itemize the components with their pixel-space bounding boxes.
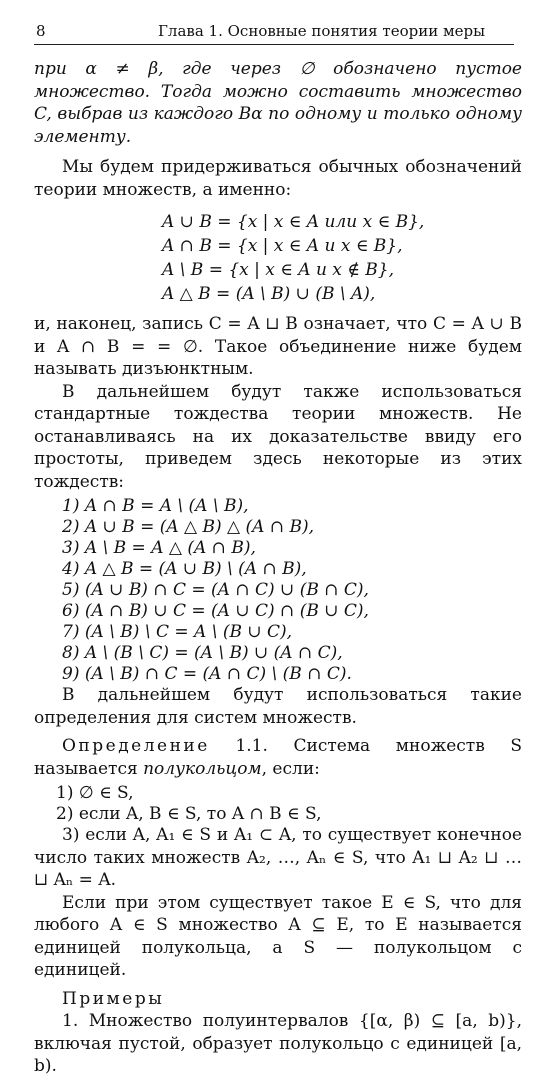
identity-item: 7) (A \ B) \ C = A \ (B ∪ C), (62, 622, 293, 642)
set-operation-formulas (162, 211, 522, 307)
paragraph-continuation: при α ≠ β, где через ∅ обозначено пустое множество. Тогда можно составить множество C, выбрав из каждого Bα по одному и только одному элементу. (34, 59, 522, 147)
definition-term: полукольцом (143, 758, 262, 779)
paragraph-disjoint-union: и, наконец, запись C = A ⊔ B означает, что C = A ∪ B и A ∩ B = = ∅. Такое объединение ниже будем называть дизъюнктным. (34, 314, 522, 379)
formula-symmetric-difference: A △ B = (A \ B) ∪ (B \ A), (162, 284, 376, 304)
definition-label: Определение (62, 736, 210, 756)
identity-list (62, 495, 522, 684)
identity-item: 2) A ∪ B = (A △ B) △ (A ∩ B), (62, 517, 315, 537)
definition-text: Система множеств S называется (34, 736, 523, 779)
paragraph-identities-intro: В дальнейшем будут также использоваться стандартные тождества теории множеств. Не останавливаясь на их доказательстве ввиду его простоты, приведем здесь некоторые из этих тождеств: (34, 381, 522, 492)
formula-difference: A \ B = {x | x ∈ A и x ∉ B}, (162, 260, 394, 280)
formula-union: A ∪ B = {x | x ∈ A или x ∈ B}, (162, 212, 425, 232)
identity-item: 8) A \ (B \ C) = (A \ B) ∪ (A ∩ C), (62, 643, 343, 663)
running-title: Глава 1. Основные понятия теории меры (158, 22, 486, 40)
condition-item: 2) если A, B ∈ S, то A ∩ B ∈ S, (56, 804, 322, 824)
semiring-conditions (56, 782, 522, 824)
identity-item: 1) A ∩ B = A \ (A \ B), (62, 496, 249, 516)
page-header (36, 22, 510, 44)
identity-item: 4) A △ B = (A ∪ B) \ (A ∩ B), (62, 559, 307, 579)
example-1: 1. Множество полуинтервалов {[α, β) ⊆ [a, b)}, включая пустой, образует полукольцо с единицей [a, b). (34, 1011, 522, 1076)
identity-item: 3) A \ B = A △ (A ∩ B), (62, 538, 256, 558)
page-body (34, 58, 522, 1078)
identity-item: 6) (A ∩ B) ∪ C = (A ∪ C) ∩ (B ∪ C), (62, 601, 369, 621)
identity-item: 5) (A ∪ B) ∩ C = (A ∩ C) ∪ (B ∩ C), (62, 580, 369, 600)
definition-number: 1.1. (235, 736, 268, 756)
paragraph-notation-intro: Мы будем придерживаться обычных обозначений теории множеств, а именно: (34, 157, 522, 200)
condition-item: 1) ∅ ∈ S, (56, 783, 134, 803)
paragraph-definitions-intro: В дальнейшем будут использоваться такие определения для систем множеств. (34, 685, 522, 728)
page-number: 8 (36, 22, 46, 40)
definition-1-1 (34, 735, 522, 780)
paragraph-unit-definition: Если при этом существует такое E ∈ S, что для любого A ∈ S множество A ⊆ E, то E называется единицей полукольца, а S — полукольцом с единицей. (34, 892, 522, 980)
header-rule (34, 44, 514, 45)
identity-item: 9) (A \ B) ∩ C = (A ∩ C) \ (B ∩ C). (62, 664, 352, 684)
definition-text-end: , если: (261, 758, 320, 779)
condition-item: 3) если A, A₁ ∈ S и A₁ ⊂ A, то существует конечное число таких множеств A₂, …, Aₙ ∈ S, что A₁ ⊔ A₂ ⊔ … ⊔ Aₙ = A. (34, 825, 522, 890)
formula-intersection: A ∩ B = {x | x ∈ A и x ∈ B}, (162, 236, 403, 256)
examples-heading: Примеры (62, 988, 165, 1009)
